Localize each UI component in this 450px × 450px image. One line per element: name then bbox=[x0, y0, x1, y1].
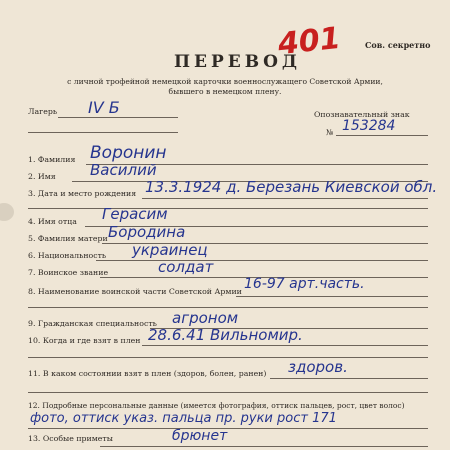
field-1-label: 1. Фамилия bbox=[28, 155, 76, 164]
field-5-label: 5. Фамилия матери bbox=[28, 234, 108, 243]
id-tag-label: Опознавательный знак bbox=[314, 110, 410, 119]
id-tag-underline bbox=[336, 135, 428, 136]
field-7-value: солдат bbox=[158, 258, 214, 276]
field-6-value: украинец bbox=[132, 241, 208, 259]
field-4-value: Герасим bbox=[102, 205, 168, 223]
field-3-label: 3. Дата и место рождения bbox=[28, 189, 137, 198]
field-12-value: фото, оттиск указ. пальца пр. руки рост 171 bbox=[30, 411, 337, 426]
field-1-value: Воронин bbox=[90, 143, 167, 163]
field-13-label: 13. Особые приметы bbox=[28, 434, 113, 443]
field-10-underline bbox=[142, 345, 428, 346]
field-9-label: 9. Гражданская специальность bbox=[28, 319, 157, 328]
field-3-underline bbox=[142, 198, 428, 199]
field-4-label: 4. Имя отца bbox=[28, 217, 77, 226]
id-tag-prefix: № bbox=[326, 128, 334, 137]
camp-second-line bbox=[28, 132, 178, 133]
field-11-second-line bbox=[28, 392, 428, 393]
field-2-value: Василий bbox=[90, 161, 157, 179]
field-5-value: Бородина bbox=[108, 223, 186, 241]
classification-label: Сов. секретно bbox=[365, 40, 431, 50]
field-13-value: брюнет bbox=[172, 428, 228, 444]
field-9-value: агроном bbox=[172, 309, 239, 327]
field-3-value: 13.3.1924 д. Березань Киевской обл. bbox=[145, 178, 438, 196]
field-8-label: 8. Наименование воинской части Советской Армии bbox=[28, 287, 242, 296]
field-8-value: 16-97 арт.часть. bbox=[244, 276, 365, 292]
field-13-underline bbox=[100, 446, 428, 447]
subtitle-line-1: с личной трофейной немецкой карточки военнослужащего Советской Армии, bbox=[67, 77, 383, 86]
field-8-underline bbox=[236, 296, 428, 297]
field-11-underline bbox=[270, 378, 428, 379]
punch-hole bbox=[0, 203, 14, 221]
field-12-underline bbox=[28, 428, 428, 429]
field-11-label: 11. В каком состоянии взят в плен (здоров, болен, ранен) bbox=[28, 369, 267, 378]
field-10-label: 10. Когда и где взят в плен bbox=[28, 336, 141, 345]
field-10-value: 28.6.41 Вильномир. bbox=[148, 326, 303, 344]
field-6-underline bbox=[96, 260, 428, 261]
field-3-second-line bbox=[28, 208, 428, 209]
field-10-second-line bbox=[28, 357, 428, 358]
stamp-number: 401 bbox=[276, 20, 343, 63]
camp-underline bbox=[58, 117, 178, 118]
id-tag-value: 153284 bbox=[342, 118, 396, 134]
field-8-second-line bbox=[28, 307, 428, 308]
document-title: ПЕРЕВОД bbox=[174, 52, 302, 72]
camp-value: IV Б bbox=[88, 98, 120, 117]
field-12-label: 12. Подробные персональные данные (имеется фотография, оттиск пальцев, рост, цвет волос) bbox=[28, 401, 405, 410]
camp-label: Лагерь bbox=[28, 107, 58, 116]
field-6-label: 6. Национальность bbox=[28, 251, 107, 260]
field-7-label: 7. Воинское звание bbox=[28, 268, 109, 277]
field-11-value: здоров. bbox=[288, 358, 348, 376]
subtitle-line-2: бывшего в немецком плену. bbox=[168, 87, 282, 96]
field-2-label: 2. Имя bbox=[28, 172, 56, 181]
